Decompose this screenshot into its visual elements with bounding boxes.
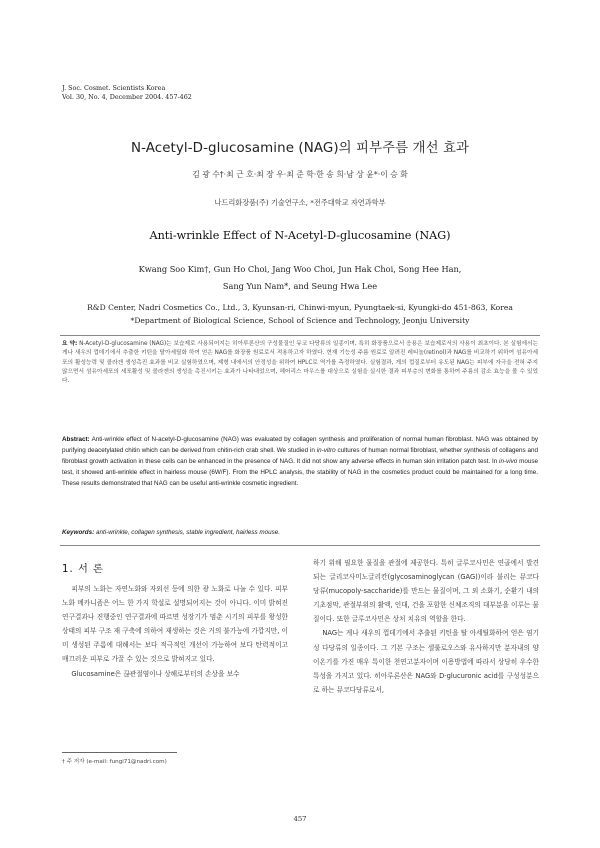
footnote-rule xyxy=(62,752,177,753)
title-korean: N-Acetyl-D-glucosamine (NAG)의 피부주름 개선 효과 xyxy=(130,141,470,156)
journal-header xyxy=(62,84,192,103)
body-column-left xyxy=(62,582,288,681)
affiliation-korean: 나드리화장품(주) 기술연구소, *전주대학교 자연과학부 xyxy=(214,198,386,207)
abstract-english-italic-invitro: in-vitro xyxy=(316,447,336,455)
authors-english xyxy=(0,261,600,295)
abstract-top-rule xyxy=(60,335,540,336)
abstract-english-text-a: Anti-wrinkle effect of N-acetyl-D-glucosamine (NAG) was evaluated by collagen synthesis and proliferation of normal human fibroblast. NAG was obtained by purifying deacetylated chitin which can be derived from chitin-rich crab shell. We studied in xyxy=(62,436,538,455)
abstract-english xyxy=(62,434,538,489)
title-english: Anti-wrinkle Effect of N-Acetyl-D-glucosamine (NAG) xyxy=(149,229,451,242)
body-column-right xyxy=(313,556,539,697)
body-paragraph-3: 하기 위해 필요한 물질을 관절에 제공한다. 특히 글루코사민은 연골에서 발견되는 글리코사미노글리칸(glycosaminoglycan (GAG))이라 불리는 뮤코다당류(mucopoly-saccharide)를 만드는 물질이며, 그 외 소화기, 순환기 내의 기초점막, 관절부위의 활액, 인대, 건을 포함한 신체조직의 대부분을 이루는 물질이다. 또한 글루코사민은 상처 치유의 역할을 한다. xyxy=(313,559,539,624)
footnote-corresponding-author: † 주 저자 (e-mail: fungi71@nadri.com) xyxy=(62,759,167,765)
keywords-value: anti-wrinkle, collagen synthesis, stable ingredient, hairless mouse. xyxy=(94,529,281,536)
authors-english-line2: Sang Yun Nam*, and Seung Hwa Lee xyxy=(222,281,378,291)
section-heading-introduction: 1. 서 론 xyxy=(62,564,104,575)
body-paragraph-1: 피부의 노화는 자연노화와 자외선 등에 의한 광 노화로 나눌 수 있다. 피부 노화 메카니즘은 어느 한 가지 학설로 설명되어지는 것이 아니다. 이미 밝혀진 연구결과나 진행중인 연구결과에 따르면 성장기가 멈춘 시기의 피부를 왕성한 상태의 피부 구조 재 구축에 의하여 재생하는 것은 거의 불가능에 가깝지만, 이미 생성된 주름에 대해서는 보다 적극적인 개선이 가능하여 보다 탄력적이고 매끄러운 피부로 가꿀 수 있는 것으로 밝혀지고 있다. xyxy=(62,585,288,664)
keywords-label: Keywords: xyxy=(62,529,95,536)
affiliation-english xyxy=(0,302,600,327)
page-number: 457 xyxy=(293,815,307,823)
abstract-korean-label: 요 약: xyxy=(62,341,78,347)
journal-name: J. Soc. Cosmet. Scientists Korea xyxy=(62,84,166,92)
abstract-english-italic-invivo: in-vivo xyxy=(499,458,518,466)
authors-korean: 김 광 수†·최 근 호·최 장 우·최 준 학·한 송 희·남 상 윤*·이 승 화 xyxy=(192,170,408,179)
keywords xyxy=(62,529,280,536)
journal-volume: Vol. 30, No. 4, December 2004. 457-462 xyxy=(62,93,192,102)
abstract-english-text-b: cultures of human normal fibroblast, whether synthesis of collagens and fibroblast growth activation in these cells can be enhanced in the presence of NAG. It did not show any adverse effects in human skin irritation patch test. In xyxy=(62,447,539,466)
abstract-korean-text: N-Acetyl-D-glucosamine (NAG)는 보습제로 사용되어지는 히아루론산의 구성물질인 뮤코 다당류의 일종이며, 특히 화장품으로서 응용은 보습제로서의 사용이 최초이다. 본 실험에서는 게나 새우의 껍데기에서 추출한 키틴을 탈아세틸화 하여 얻은 NAG를 화장품 원료로서 적용하고자 하였다. 현재 기능성 주름 원료로 알려진 레티놀(retinol)과 NAG를 비교하기 위하여 섬유아세포의 활성능력 및 콜라겐 생성촉진 효과를 비교 실험하였으며, 제형 내에서의 안정성을 위하여 HPLC로 역가를 측정하였다. 실험결과, 게의 껍질로부터 유도된 NAG는 피부에 자극을 전혀 주지 않으면서 섬유아세포의 세포활성 및 콜라겐의 생성을 촉진시키는 효과가 나타내었으며, 헤어리스 마우스를 대상으로 실험을 실시한 결과 피부층의 변화를 통하여 주름의 감소 효능을 볼 수 있었다. xyxy=(62,341,538,385)
body-paragraph-2: Glucosamine은 끊관절염이나 상해로부터의 손상을 보수 xyxy=(71,669,240,678)
abstract-bottom-rule xyxy=(60,545,540,546)
abstract-english-label: Abstract: xyxy=(62,436,90,443)
affiliation-english-line1: R&D Center, Nadri Cosmetics Co., Ltd., 3, Kyunsan-ri, Chinwi-myun, Pyungtaek-si, Kyungki-do 451-863, Korea xyxy=(87,303,513,312)
body-paragraph-4: NAG는 게나 새우의 껍데기에서 추출된 키틴을 탈 아세틸화하여 얻은 염기성 다당류의 일종이다. 그 기본 구조는 셀룰로오스와 유사하지만 분자내의 양이온기를 가진 매우 특이한 천연고분자이며 이용방법에 따라서 상당히 우수한 특성을 가지고 있다. 히아루론산은 NAG와 D-glucuronic acid를 구성성분으로 하는 뮤코다당류로서, xyxy=(313,629,539,694)
abstract-korean xyxy=(62,340,538,386)
authors-english-line1: Kwang Soo Kim†, Gun Ho Choi, Jang Woo Choi, Jun Hak Choi, Song Hee Han, xyxy=(138,264,462,274)
affiliation-english-line2: *Department of Biological Science, School of Science and Technology, Jeonju University xyxy=(130,315,470,325)
abstract-english-text-c: mouse test, it showed anti-wrinkle effect in hairless mouse (6W/F). From the HPLC analysis, the stability of NAG in the cosmetics product could be maintained for a long time. These results demonstrated that NAG can be useful anti-wrinkle cosmetic ingredient. xyxy=(62,458,538,488)
